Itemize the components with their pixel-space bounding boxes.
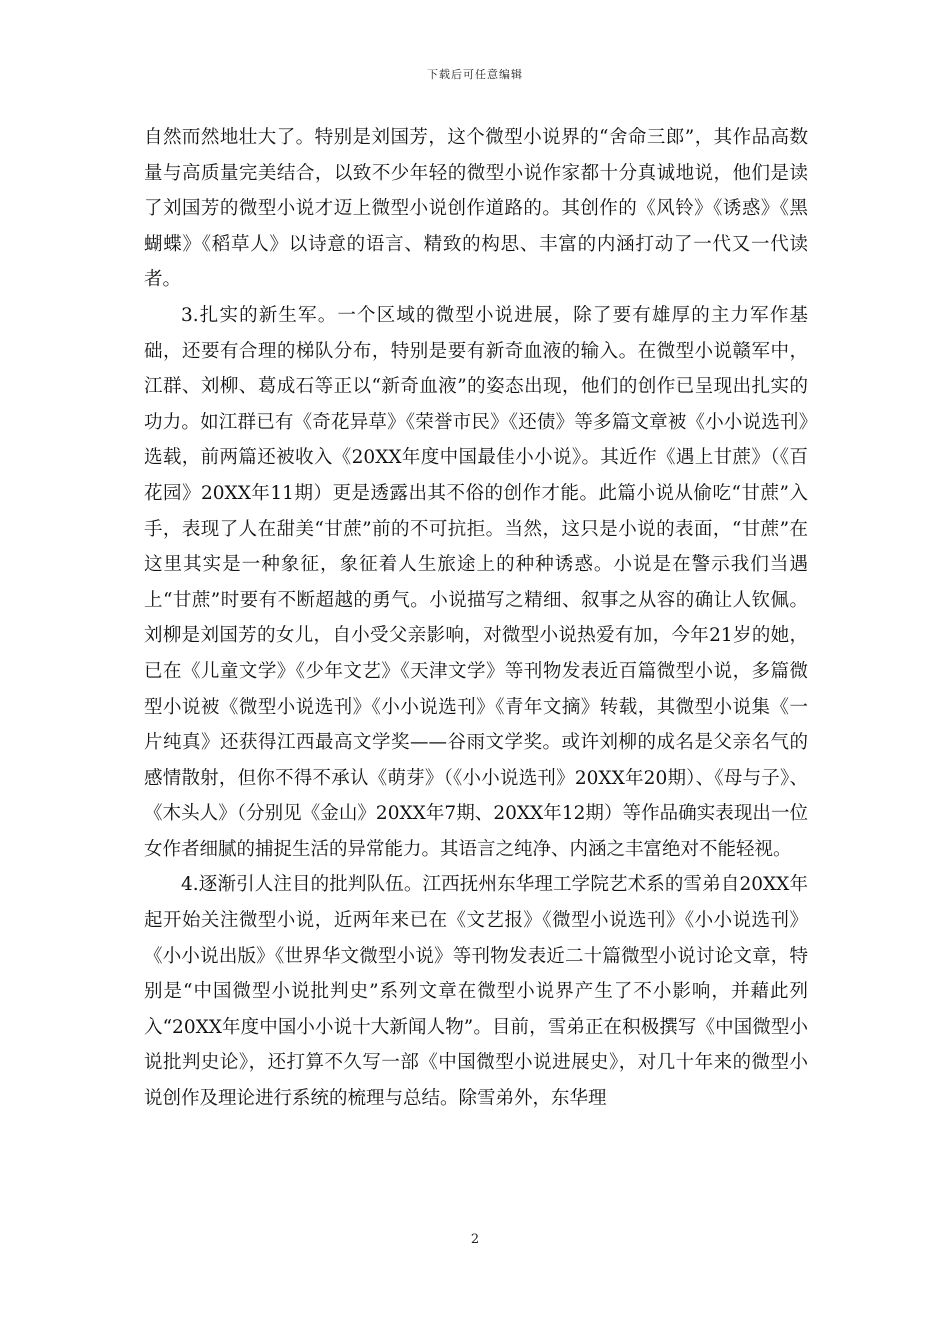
paragraph-3: 4.逐渐引人注目的批判队伍。江西抚州东华理工学院艺术系的雪弟自20XX年起开始关注微型小说，近两年来已在《文艺报》《微型小说选刊》《小小说选刊》《小小说出版》《世界华文微型小说》等刊物发表近二十篇微型小说讨论文章，特别是“中国微型小说批判史”系列文章在微型小说界产生了不小影响，并藉此列入“20XX年度中国小小说十大新闻人物”。目前，雪弟正在积极撰写《中国微型小说批判史论》，还打算不久写一部《中国微型小说进展史》，对几十年来的微型小说创作及理论进行系统的梳理与总结。除雪弟外，东华理 xyxy=(144,874,808,1110)
page-number: 2 xyxy=(470,1232,480,1247)
paragraph-2: 3.扎实的新生军。一个区域的微型小说进展，除了要有雄厚的主力军作基础，还要有合理的梯队分布，特别是要有新奇血液的输入。在微型小说赣军中，江群、刘柳、葛成石等正以“新奇血液”的姿态出现，他们的创作已呈现出扎实的功力。如江群已有《奇花异草》《荣誉市民》《还债》等多篇文章被《小小说选刊》选载，前两篇还被收入《20XX年度中国最佳小小说》。其近作《遇上甘蔗》（《百花园》20XX年11期）更是透露出其不俗的创作才能。此篇小说从偷吃“甘蔗”入手，表现了人在甜美“甘蔗”前的不可抗拒。当然，这只是小说的表面，“甘蔗”在这里其实是一种象征，象征着人生旅途上的种种诱惑。小说是在警示我们当遇上“甘蔗”时要有不断超越的勇气。小说描写之精细、叙事之从容的确让人钦佩。刘柳是刘国芳的女儿，自小受父亲影响，对微型小说热爱有加，今年21岁的她，已在《儿童文学》《少年文艺》《天津文学》等刊物发表近百篇微型小说，多篇微型小说被《微型小说选刊》《小小说选刊》《青年文摘》转载，其微型小说集《一片纯真》还获得江西最高文学奖——谷雨文学奖。或许刘柳的成名是父亲名气的感情散射，但你不得不承认《萌芽》（《小小说选刊》20XX年20期）、《母与子》、《木头人》（分别见《金山》20XX年7期、20XX年12期）等作品确实表现出一位女作者细腻的捕捉生活的异常能力。其语言之纯净、内涵之丰富绝对不能轻视。 xyxy=(144,304,808,860)
body-text xyxy=(144,120,808,1117)
paragraph-1: 自然而然地壮大了。特别是刘国芳，这个微型小说界的“舍命三郎”，其作品高数量与高质量完美结合，以致不少年轻的微型小说作家都十分真诚地说，他们是读了刘国芳的微型小说才迈上微型小说创作道路的。其创作的《风铃》《诱惑》《黑蝴蝶》《稻草人》以诗意的语言、精致的构思、丰富的内涵打动了一代又一代读者。 xyxy=(144,127,808,291)
page-header: 下载后可任意编辑 xyxy=(427,68,523,81)
